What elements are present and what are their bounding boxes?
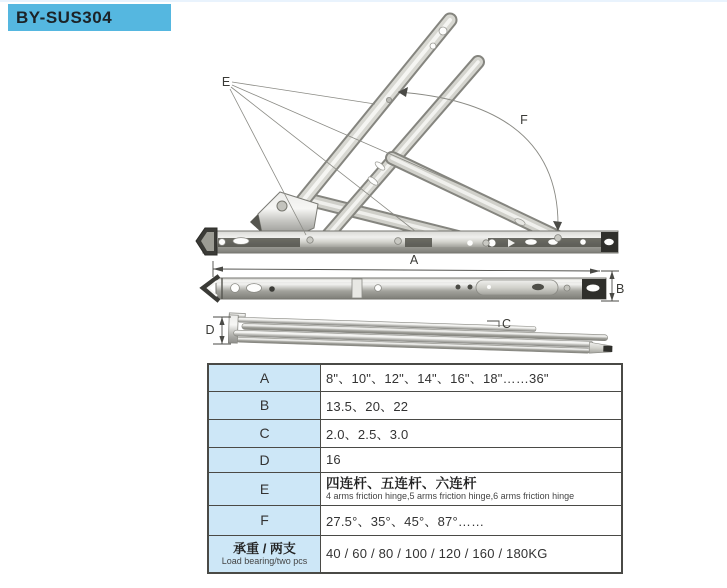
spec-row-f [208,505,622,535]
dimension-label-a: A [409,253,419,267]
opening-angle-annotation-f [398,87,562,231]
spec-value-d: 16 [321,447,623,472]
side-profile-body [228,313,613,355]
spec-row-a [208,364,622,391]
spec-key-c: C [208,419,321,447]
spec-key-e: E [208,472,321,505]
open-hinge-base-rail [196,228,618,255]
spec-key-load-cn: 承重 / 两支 [233,541,296,557]
spec-value-e [321,472,623,505]
spec-row-d [208,447,622,472]
open-hinge-view [196,20,618,255]
spec-value-a: 8"、10"、12"、14"、16"、18"……36" [321,364,623,391]
dimension-label-e: E [221,75,231,89]
dimension-label-c: C [502,317,512,331]
spec-key-a: A [208,364,321,391]
spec-row-b [208,391,622,419]
spec-key-d: D [208,447,321,472]
spec-row-c [208,419,622,447]
spec-table [207,363,623,574]
closed-hinge-view [203,253,624,301]
spec-value-c: 2.0、2.5、3.0 [321,419,623,447]
side-profile-view [205,313,613,355]
spec-key-b: B [208,391,321,419]
spec-value-load-bearing: 40 / 60 / 80 / 100 / 120 / 160 / 180KG [321,535,623,573]
spec-key-f: F [208,505,321,535]
dimension-label-f: F [520,113,528,127]
dimension-label-d: D [205,323,215,337]
dimension-a [213,261,600,277]
closed-hinge-rail [203,276,606,301]
spec-row-e [208,472,622,505]
dimension-label-b: B [616,282,625,296]
spec-value-e-cn: 四连杆、五连杆、六连杆 [326,476,477,491]
spec-row-load-bearing [208,535,622,573]
spec-value-e-en: 4 arms friction hinge,5 arms friction hinge,6 arms friction hinge [326,491,575,501]
product-model-title: BY-SUS304 [8,4,171,31]
spec-value-f: 27.5°、35°、45°、87°…… [321,505,623,535]
spec-key-load-en: Load bearing/two pcs [221,556,308,567]
spec-value-b: 13.5、20、22 [321,391,623,419]
spec-key-load-bearing [208,535,321,573]
